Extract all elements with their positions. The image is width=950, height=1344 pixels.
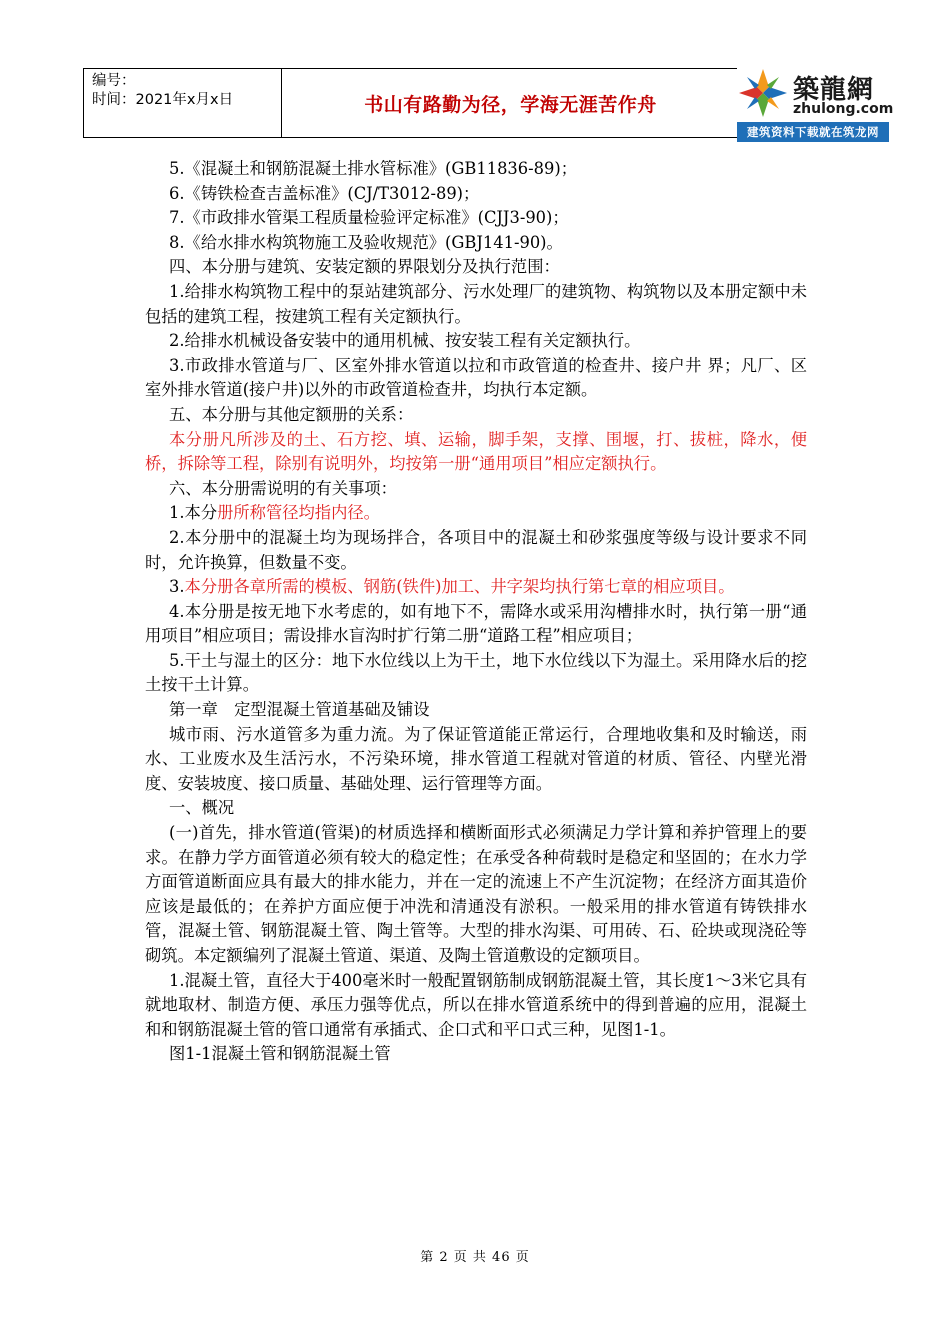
document-body [145,157,807,1067]
paragraph [145,428,807,477]
paragraph [145,698,807,723]
paragraph-text: 4.本分册是按无地下水考虑的，如有地下不，需降水或采用沟槽排水时，执行第一册“通用项目”相应项目；需设排水盲沟时扩行第二册“道路工程”相应项目； [145,601,807,646]
paragraph-text: 3. [169,577,185,597]
paragraph [145,477,807,502]
paragraph-text: 四、本分册与建筑、安装定额的界限划分及执行范围： [169,257,560,277]
paragraph [145,329,807,354]
paragraph [145,526,807,575]
paragraph-text: 六、本分册需说明的有关事项： [169,478,397,498]
paragraph-text: 1.混凝土管，直径大于400毫米时一般配置钢筋制成钢筋混凝土管，其长度1～3米它具有就地取材、制造方便、承压力强等优点，所以在排水管道系统中的得到普遍的应用，混凝土和和钢筋混凝土管的管口通常有承插式、企口式和平口式三种，见图1-1。 [145,970,807,1039]
paragraph [145,821,807,969]
paragraph-text: 一、概况 [169,798,235,818]
paragraph-text: 7.《市政排水管渠工程质量检验评定标准》(CJJ3-90)； [169,208,569,228]
logo-slogan: 建筑资料下载就在筑龙网 [737,122,889,142]
paragraph-text: 6.《铸铁检查吉盖标准》(CJ/T3012-89)； [169,183,480,203]
paragraph [145,969,807,1043]
paragraph [145,723,807,797]
document-number-label: 编号： [92,73,136,89]
logo-url: zhulong.com [793,101,894,117]
paragraph [145,600,807,649]
zhulong-logo[interactable] [737,67,894,143]
paragraph [145,354,807,403]
paragraph-text: 五、本分册与其他定额册的关系： [169,404,414,424]
page-footer: 第 2 页 共 46 页 [420,1250,530,1265]
paragraph-text: 1.给排水构筑物工程中的泵站建筑部分、污水处理厂的建筑物、构筑物以及本册定额中未包括的建筑工程，按建筑工程有关定额执行。 [145,281,807,326]
paragraph [145,182,807,207]
paragraph-text: 5.干土与湿土的区分：地下水位线以上为干土，地下水位线以下为湿土。采用降水后的挖土按干土计算。 [145,650,807,695]
document-time-label: 时间：2021年x月x日 [92,92,234,108]
header-meta-cell [84,69,282,137]
paragraph [145,157,807,182]
paragraph-text: 2.给排水机械设备安装中的通用机械、按安装工程有关定额执行。 [169,331,641,351]
paragraph [145,796,807,821]
paragraph-text: (一)首先，排水管道(管渠)的材质选择和横断面形式必须满足力学计算和养护管理上的要求。在静力学方面管道必须有较大的稳定性；在承受各种荷载时是稳定和坚固的；在水力学方面管道断面应具有最大的排水能力，并在一定的流速上不产生沉淀物；在经济方面其造价应该是最低的；在养护方面应便于冲洗和清通没有淤积。一般采用的排水管道有铸铁排水管，混凝土管、钢筋混凝土管、陶土管等。大型的排水沟渠、可用砖、石、砼块或现浇砼等砌筑。本定额编列了混凝土管道、渠道、及陶土管道敷设的定额项目。 [145,823,807,965]
zhulong-logo-mark-icon [737,67,789,119]
paragraph [145,1042,807,1067]
paragraph [145,501,807,526]
paragraph [145,206,807,231]
paragraph-highlight: 本分册各章所需的模板、钢筋(铁件)加工、井字架均执行第七章的相应项目。 [184,577,735,597]
paragraph-text: 本分册凡所涉及的土、石方挖、填、运输，脚手架，支撑、围堰，打、拔桩，降水，便桥，拆除等工程，除别有说明外，均按第一册“通用项目”相应定额执行。 [145,429,807,474]
paragraph [145,575,807,600]
paragraph-text: 1.本分 [169,503,218,523]
paragraph [145,280,807,329]
paragraph [145,255,807,280]
paragraph-text: 8.《给水排水构筑物施工及验收规范》(GBJ141-90)。 [169,232,563,252]
header-motto: 书山有路勤为径，学海无涯苦作舟 [282,69,740,137]
paragraph [145,231,807,256]
paragraph [145,649,807,698]
paragraph [145,403,807,428]
paragraph-text: 城市雨、污水道管多为重力流。为了保证管道能正常运行，合理地收集和及时输送，雨水、工业废水及生活污水，不污染环境，排水管道工程就对管道的材质、管径、内壁光滑度、安装坡度、接口质量、基础处理、运行管理等方面。 [145,724,807,793]
paragraph-text: 图1-1混凝土管和钢筋混凝土管 [169,1044,391,1064]
paragraph-text: 2.本分册中的混凝土均为现场拌合，各项目中的混凝土和砂浆强度等级与设计要求不同时，允许换算，但数量不变。 [145,527,807,572]
paragraph-highlight: 册所称管径均指内径。 [217,503,380,523]
paragraph-text: 3.市政排水管道与厂、区室外排水管道以拉和市政管道的检查井、接户井 界；凡厂、区室外排水管道(接户井)以外的市政管道检查井，均执行本定额。 [145,355,807,400]
logo-chinese-name: 築龍網 [793,75,875,105]
paragraph-text: 5.《混凝土和钢筋混凝土排水管标准》(GB11836-89)； [169,159,578,178]
paragraph-text: 第一章 定型混凝土管道基础及铺设 [169,700,430,720]
